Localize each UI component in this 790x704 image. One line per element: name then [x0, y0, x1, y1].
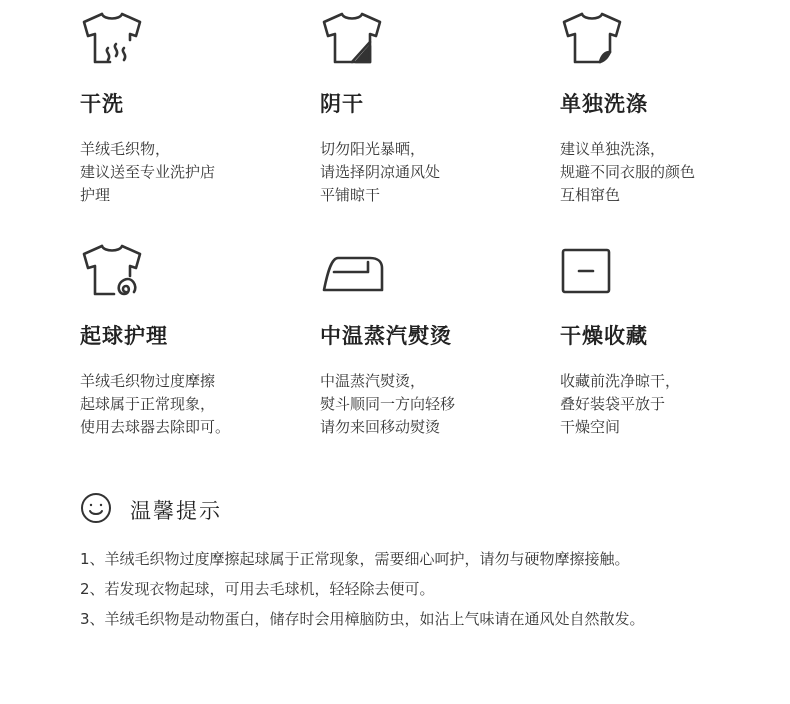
card-title: 阴干 — [320, 92, 364, 116]
smile-icon — [80, 492, 112, 524]
desc-line: 使用去球器去除即可。 — [80, 418, 231, 436]
card-description — [80, 370, 300, 439]
desc-line: 请勿来回移动熨烫 — [320, 418, 441, 436]
card-description — [560, 370, 780, 439]
tips-list — [80, 544, 770, 634]
desc-line: 建议单独洗涤， — [560, 140, 666, 158]
desc-line: 建议送至专业洗护店 — [80, 163, 216, 181]
card-description — [560, 138, 780, 207]
card-title: 起球护理 — [80, 324, 168, 348]
desc-line: 护理 — [80, 186, 111, 204]
card-description — [80, 138, 300, 207]
desc-line: 请选择阴凉通风处 — [320, 163, 441, 181]
dry-flat-icon — [560, 240, 624, 304]
iron-icon — [320, 240, 384, 304]
card-title: 干洗 — [80, 92, 124, 116]
desc-line: 叠好装袋平放于 — [560, 395, 666, 413]
card-description — [320, 370, 540, 439]
desc-line: 互相窜色 — [560, 186, 621, 204]
desc-line: 起球属于正常现象， — [80, 395, 216, 413]
shirt-shade-icon — [320, 8, 384, 72]
shirt-separate-icon — [560, 8, 624, 72]
tip-item: 2、若发现衣物起球，可用去毛球机，轻轻除去便可。 — [80, 580, 435, 598]
card-title: 干燥收藏 — [560, 324, 648, 348]
card-title: 中温蒸汽熨烫 — [320, 324, 452, 348]
desc-line: 羊绒毛织物， — [80, 140, 171, 158]
tips-title: 温馨提示 — [130, 499, 222, 523]
tip-item: 3、羊绒毛织物是动物蛋白，储存时会用樟脑防虫，如沾上气味请在通风处自然散发。 — [80, 610, 645, 628]
desc-line: 规避不同衣服的颜色 — [560, 163, 696, 181]
tip-item: 1、羊绒毛织物过度摩擦起球属于正常现象，需要细心呵护，请勿与硬物摩擦接触。 — [80, 550, 630, 568]
desc-line: 平铺晾干 — [320, 186, 381, 204]
desc-line: 中温蒸汽熨烫， — [320, 372, 426, 390]
card-description — [320, 138, 540, 207]
desc-line: 羊绒毛织物过度摩擦 — [80, 372, 216, 390]
desc-line: 熨斗顺同一方向轻移 — [320, 395, 456, 413]
desc-line: 收藏前洗净晾干， — [560, 372, 681, 390]
shirt-steam-icon — [80, 8, 144, 72]
card-title: 单独洗涤 — [560, 92, 648, 116]
shirt-pilling-icon — [80, 240, 144, 304]
desc-line: 干燥空间 — [560, 418, 621, 436]
desc-line: 切勿阳光暴晒， — [320, 140, 426, 158]
